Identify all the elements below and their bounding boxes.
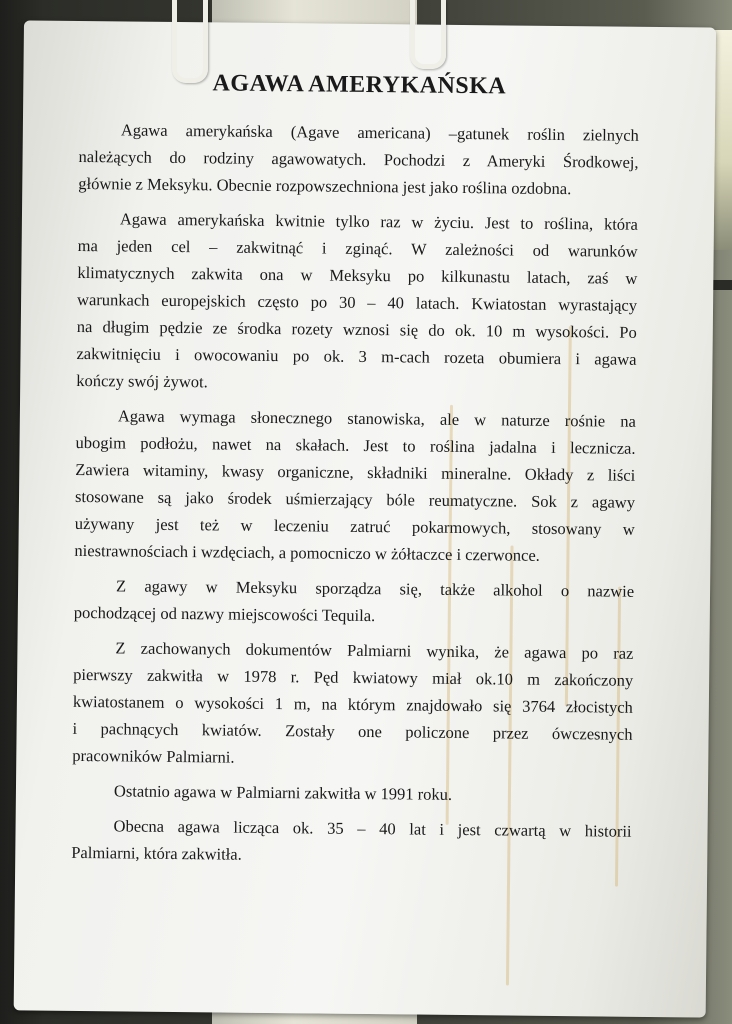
paragraph-line: niestrawnościach i wzdęciach, a pomocniczo w żółtaczce i czerwonce. xyxy=(74,540,540,565)
paragraph-line: Obecna agawa licząca ok. 35 – 40 lat i jest czwartą w historii xyxy=(113,816,632,841)
sign-sheet xyxy=(14,20,716,1017)
paragraph-line: Z agawy w Meksyku sporządza się, także alkohol o nazwie xyxy=(116,576,635,601)
paragraph-line: Agawa wymaga słonecznego stanowiska, ale w naturze rośnie na xyxy=(117,406,636,431)
sign-content xyxy=(71,69,639,880)
paragraph-line: warunkach europejskich często po 30 – 40 latach. Kwiatostan wyrastający xyxy=(77,289,638,315)
paragraph-line: ma jeden cel – zakwitnąć i zginąć. W zależności od warunków xyxy=(77,235,638,261)
paragraph-line: kwiatostanem o wysokości 1 m, na którym znajdowało się 3764 złocistych xyxy=(72,691,633,717)
paragraph-line: głównie z Meksyku. Obecnie rozpowszechniona jest jako roślina ozdobna. xyxy=(78,173,572,199)
paragraph-line: Palmiarni, która zakwitła. xyxy=(71,842,242,864)
paragraph-line: zakwitnięciu i owocowaniu po ok. 3 m-cach rozeta obumiera i agawa xyxy=(76,343,637,369)
paragraph xyxy=(72,777,632,810)
paragraph-line: Ostatnio agawa w Palmiarni zakwitła w 1991 roku. xyxy=(113,781,453,804)
paragraph-line: kończy swój żywot. xyxy=(76,370,208,392)
paragraph xyxy=(78,116,639,203)
paragraph-line: należących do rodziny agawowatych. Pochodzi z Ameryki Środkowej, xyxy=(78,146,639,172)
paragraph-line: używany jest też w leczeniu zatruć pokarmowych, stosowany w xyxy=(74,513,635,539)
paragraph-line: pochodzącej od nazwy miejscowości Tequila. xyxy=(73,602,376,626)
paragraph-line: klimatycznych zakwita ona w Meksyku po kilkunastu latach, zaś w xyxy=(77,262,638,288)
sign-body xyxy=(71,116,639,872)
hanging-clip-right xyxy=(410,0,446,69)
paragraph-line: pracowników Palmiarni. xyxy=(72,745,235,767)
paragraph-line: Agawa amerykańska kwitnie tylko raz w życiu. Jest to roślina, która xyxy=(119,209,639,234)
paragraph xyxy=(74,572,635,632)
paragraph-line: Z zachowanych dokumentów Palmiarni wynika, że agawa po raz xyxy=(115,638,634,663)
paragraph-line: Zawiera witaminy, kwasy organiczne, składniki mineralne. Okłady z liści xyxy=(75,459,636,485)
paragraph-line: ubogim podłożu, nawet na skałach. Jest to roślina jadalna i lecznicza. xyxy=(75,432,636,458)
paragraph xyxy=(72,634,633,775)
paragraph-line: na długim pędzie ze środka rozety wznosi się do ok. 10 m wysokości. Po xyxy=(76,316,637,342)
paragraph xyxy=(74,402,636,570)
paragraph xyxy=(76,205,638,400)
paragraph-line: pierwszy zakwitła w 1978 r. Pęd kwiatowy miał ok.10 m zakończony xyxy=(73,664,634,690)
sign-title: AGAWA AMERYKAŃSKA xyxy=(212,70,507,100)
paragraph-line: stosowane są jako środek uśmierzający bóle reumatyczne. Sok z agawy xyxy=(74,486,636,512)
hanging-clip-left xyxy=(172,0,208,83)
paragraph-line: Agawa amerykańska (Agave americana) –gatunek roślin zielnych xyxy=(120,120,639,145)
paragraph xyxy=(71,812,632,872)
paragraph-line: i pachnących kwiatów. Zostały one policzone przez ówczesnych xyxy=(72,718,633,744)
